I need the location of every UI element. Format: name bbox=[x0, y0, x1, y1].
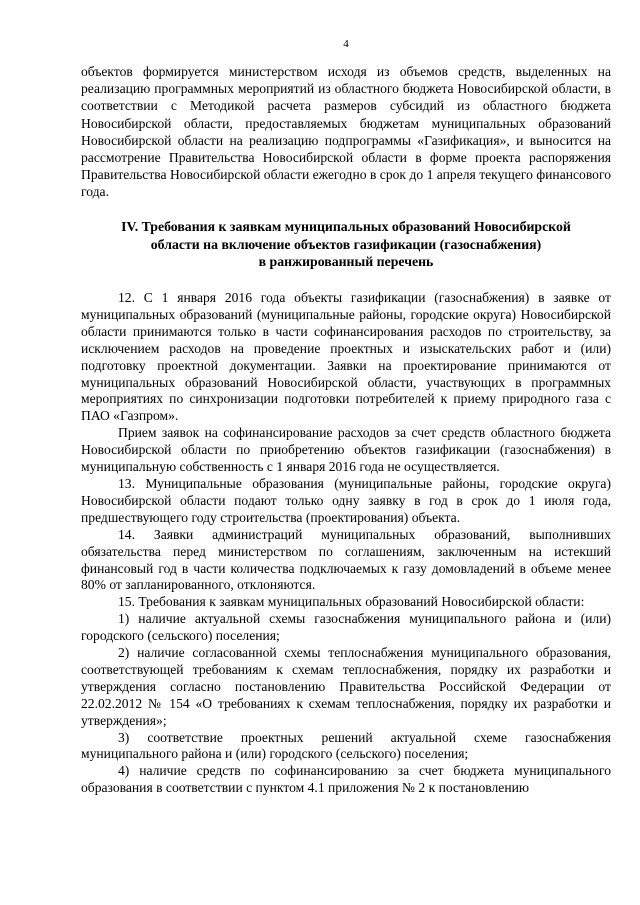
paragraph-12: 12. С 1 января 2016 года объекты газификации (газоснабжения) в заявке от муниципальных образований (муниципальные районы, городские округа) Новосибирской области принимаются только в части софинансирования расходов по строительству, за исключением расходов на проведение проектных и изыскательских работ и (или) подготовку проектной документации. Заявки на проектирование принимаются от муниципальных образований Новосибирской области, участвующих в программных мероприятиях по синхронизации подготовки потребителей к приему природного газа с ПАО «Газпром». bbox=[81, 290, 611, 424]
requirement-2: 2) наличие согласованной схемы теплоснабжения муниципального образования, соответствующей требованиям к схемам теплоснабжения, порядку их разработки и утверждения согласно постановлению Правительства Российской Федерации от 22.02.2012 № 154 «О требованиях к схемам теплоснабжения, порядку их разработки и утверждения»; bbox=[81, 645, 611, 728]
section-body bbox=[81, 290, 611, 797]
page-number: 4 bbox=[343, 38, 349, 50]
requirement-4: 4) наличие средств по софинансированию за счет бюджета муниципального образования в соответствии с пунктом 4.1 приложения № 2 к постановлению bbox=[81, 763, 611, 796]
requirement-1: 1) наличие актуальной схемы газоснабжения муниципального района и (или) городского (сельского) поселения; bbox=[81, 611, 611, 644]
intro-text bbox=[81, 63, 611, 201]
paragraph-15: 15. Требования к заявкам муниципальных образований Новосибирской области: bbox=[118, 594, 585, 610]
section-heading-line-1: IV. Требования к заявкам муниципальных образований Новосибирской bbox=[121, 219, 571, 234]
section-heading-line-3: в ранжированный перечень bbox=[258, 254, 434, 269]
section-heading-line-2: области на включение объектов газификации (газоснабжения) bbox=[150, 236, 542, 252]
paragraph-12-continued: Прием заявок на софинансирование расходов за счет средств областного бюджета Новосибирской области по приобретению объектов газификации (газоснабжения) в муниципальную собственность с 1 января 2016 года не осуществляется. bbox=[81, 425, 611, 475]
section-heading bbox=[81, 218, 611, 271]
intro-paragraph: объектов формируется министерством исходя из объемов средств, выделенных на реализацию программных мероприятий из областного бюджета Новосибирской области, в соответствии с Методикой расчета размеров субсидий из областного бюджета Новосибирской области, предоставляемых бюджетам муниципальных образований Новосибирской области на реализацию подпрограммы «Газификация», и выносится на рассмотрение Правительства Новосибирской области в форме проекта распоряжения Правительства Новосибирской области ежегодно в срок до 1 апреля текущего финансового года. bbox=[81, 64, 611, 200]
paragraph-13: 13. Муниципальные образования (муниципальные районы, городские округа) Новосибирской области подают только одну заявку в год в срок до 1 июля года, предшествующего году строительства (проектирования) объекта. bbox=[81, 475, 611, 525]
requirement-3: 3) соответствие проектных решений актуальной схеме газоснабжения муниципального района и (или) городского (сельского) поселения; bbox=[81, 729, 611, 762]
paragraph-14: 14. Заявки администраций муниципальных образований, выполнивших обязательства перед министерством по соглашениям, заключенным на истекший финансовый год в части количества подключаемых к газу домовладений в объеме менее 80% от запланированного, отклоняются. bbox=[81, 526, 611, 593]
